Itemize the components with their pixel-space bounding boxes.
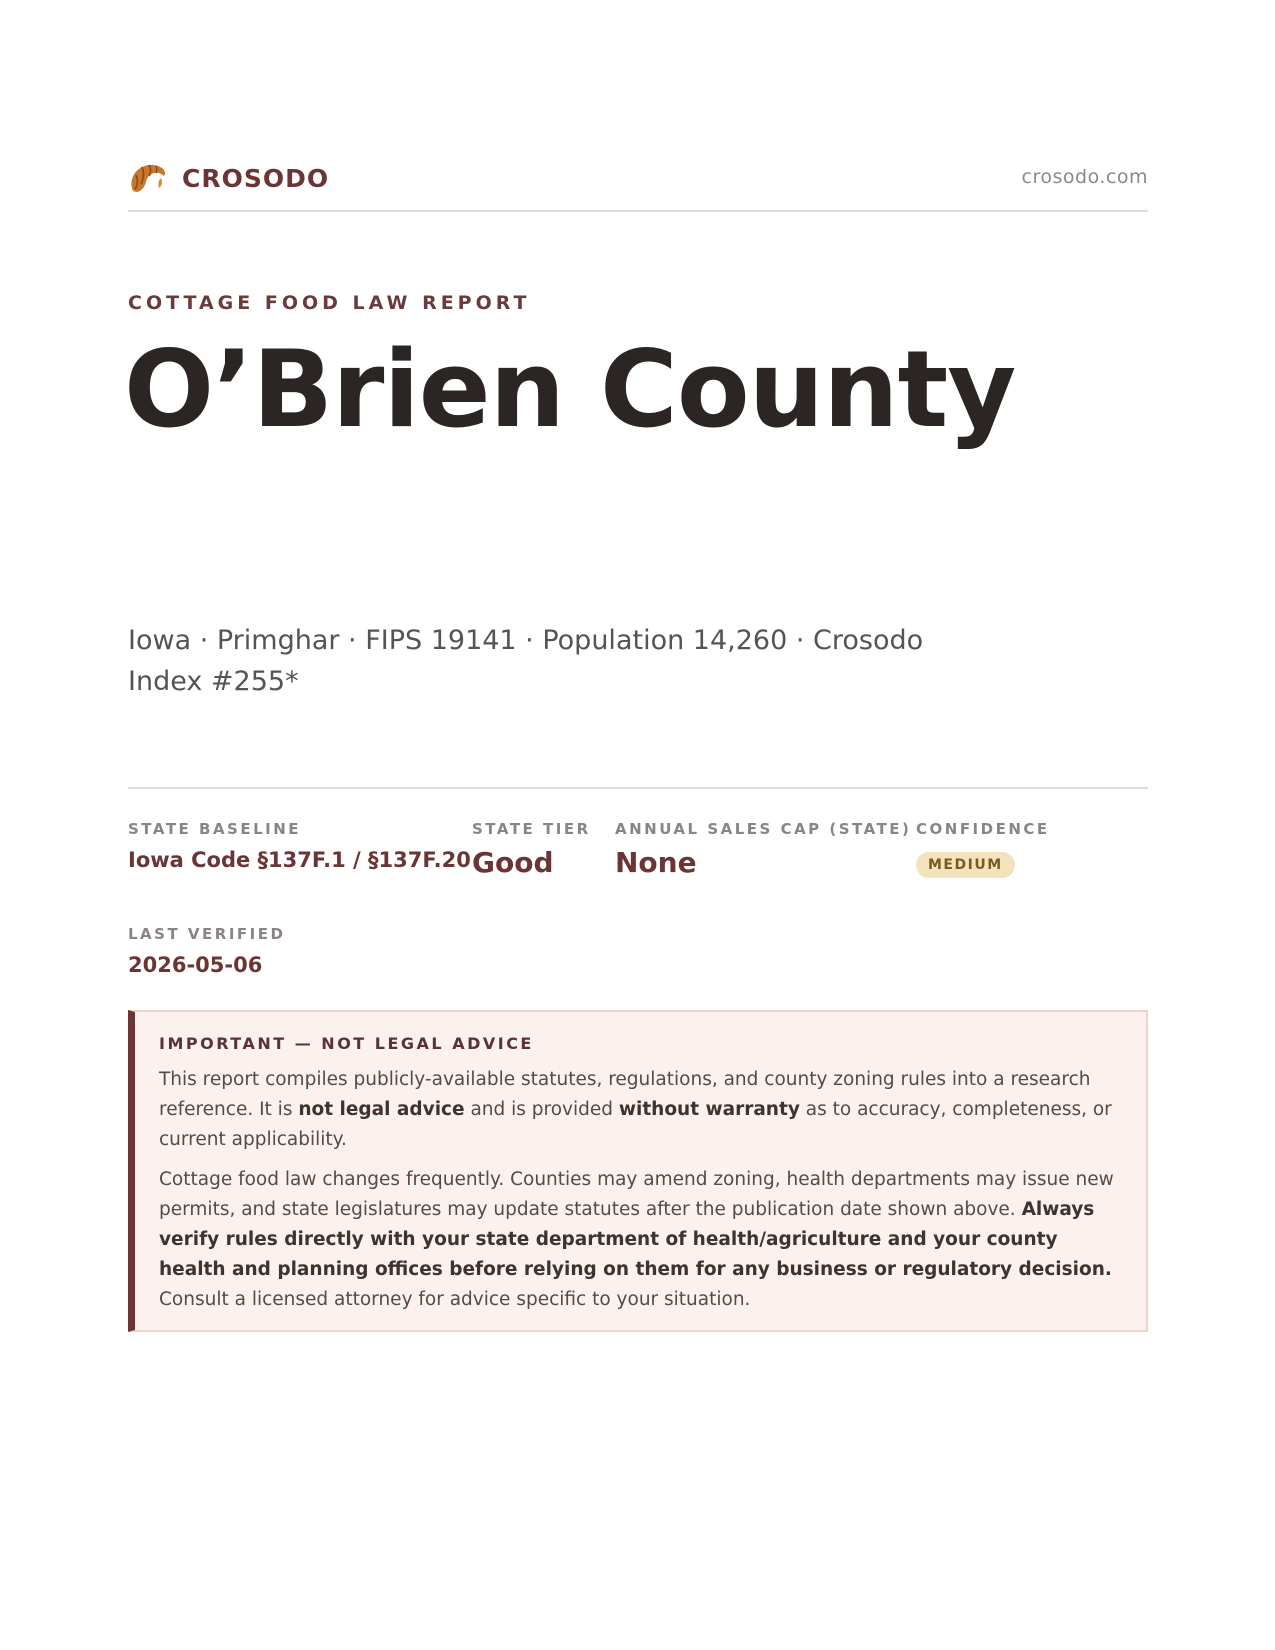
- stat-label: ANNUAL SALES CAP (STATE): [615, 820, 912, 838]
- croissant-icon: [128, 158, 168, 198]
- stat-label: LAST VERIFIED: [128, 925, 286, 943]
- notice-bold-text: without warranty: [618, 1099, 800, 1120]
- stat-value: 2026-05-06: [128, 953, 263, 977]
- notice-text: This report compiles publicly-available statutes, regulations, and county zoning rules into a research reference. It is: [159, 1069, 1091, 1120]
- notice-paragraph: [159, 1165, 1120, 1315]
- notice-bold-text: not legal advice: [298, 1099, 465, 1120]
- stat-label: STATE BASELINE: [128, 820, 302, 838]
- stat-confidence: [916, 820, 1050, 878]
- notice-text: and is provided: [464, 1099, 619, 1120]
- stat-last-verified: [128, 925, 285, 977]
- stat-label: CONFIDENCE: [916, 820, 1050, 838]
- county-subtitle: Iowa · Primghar · FIPS 19141 · Population 14,260 · Crosodo Index #255*: [128, 625, 924, 697]
- notice-text: as to accuracy, completeness, or current applicability.: [159, 1099, 1112, 1150]
- section-divider: [128, 787, 1148, 789]
- brand[interactable]: [128, 158, 329, 198]
- notice-title: IMPORTANT — NOT LEGAL ADVICE: [159, 1034, 534, 1053]
- report-type-label: COTTAGE FOOD LAW REPORT: [128, 292, 531, 314]
- stat-label: STATE TIER: [472, 820, 591, 838]
- stat-state-baseline: [128, 820, 471, 872]
- notice-paragraph: [159, 1065, 1120, 1155]
- brand-name: CROSODO: [182, 163, 330, 193]
- stat-value: Iowa Code §137F.1 / §137F.20: [128, 848, 471, 872]
- notice-text: Cottage food law changes frequently. Counties may amend zoning, health departments may issue new permits, and state legislatures may update statutes after the publication date shown above.: [159, 1169, 1114, 1220]
- stat-state-tier: [472, 820, 591, 879]
- stat-sales-cap: [615, 820, 911, 879]
- site-url-link[interactable]: crosodo.com: [1021, 166, 1148, 188]
- notice-text: Consult a licensed attorney for advice specific to your situation.: [159, 1289, 751, 1310]
- stat-value: None: [615, 846, 697, 879]
- page-header: [128, 158, 1148, 212]
- legal-notice-box: [128, 1010, 1148, 1332]
- notice-bold-text: Always verify rules directly with your state department of health/agriculture and your county health and planning offices before relying on them for any business or regulatory decision.: [159, 1199, 1112, 1280]
- page-title: O’Brien County: [124, 328, 1016, 451]
- stat-value: Good: [472, 846, 554, 879]
- confidence-badge: MEDIUM: [916, 852, 1015, 878]
